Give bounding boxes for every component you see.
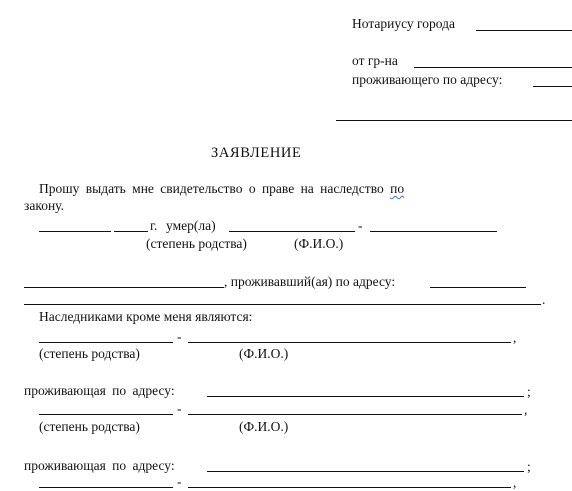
heir1-address-label: проживающая по адресу: <box>24 383 175 398</box>
document-title: ЗАЯВЛЕНИЕ <box>211 145 302 161</box>
heir3-comma: , <box>513 475 517 490</box>
death-date-blank-2 <box>114 231 148 232</box>
heir1-comma: , <box>513 330 517 345</box>
death-date-blank-1 <box>39 231 111 232</box>
heir2-relation-caption: (степень родства) <box>39 419 140 434</box>
deceased-address-period: . <box>542 292 546 307</box>
notary-label: Нотариусу города <box>352 16 455 31</box>
died-label: умер(ла) <box>166 218 216 233</box>
heir2-address-label: проживающая по адресу: <box>24 458 175 473</box>
from-name-blank <box>414 67 572 68</box>
applicant-address-blank-1 <box>533 86 572 87</box>
notary-city-blank <box>476 30 572 31</box>
heir2-address-blank <box>207 471 524 472</box>
request-text-line2: закону. <box>24 198 64 213</box>
heir1-relation-caption: (степень родства) <box>39 346 140 361</box>
deceased-fio-caption: (Ф.И.О.) <box>294 236 344 251</box>
deceased-address-blank-1 <box>430 287 526 288</box>
heir1-dash: - <box>177 329 182 344</box>
deceased-lived-label: , проживавший(ая) по адресу: <box>224 274 396 289</box>
heir1-fio-blank <box>188 342 511 343</box>
applicant-address-blank-2 <box>336 120 572 121</box>
from-label: от гр-на <box>352 53 398 68</box>
heir3-fio-blank <box>188 487 511 488</box>
deceased-fio-blank <box>370 231 497 232</box>
deceased-name-blank <box>24 287 224 288</box>
heirs-intro: Наследниками кроме меня являются: <box>39 309 253 324</box>
heir1-fio-caption: (Ф.И.О.) <box>239 346 289 361</box>
request-text: Прошу выдать мне свидетельство о праве на наследство <box>39 181 384 196</box>
request-text-line1 <box>39 181 404 197</box>
deceased-relation-caption: (степень родства) <box>146 236 247 251</box>
heir3-relation-blank <box>39 487 173 488</box>
heir2-fio-caption: (Ф.И.О.) <box>239 419 289 434</box>
heir2-relation-blank <box>39 414 173 415</box>
heir2-fio-blank <box>188 414 522 415</box>
heir2-comma: , <box>524 402 528 417</box>
deceased-address-blank-2 <box>24 304 541 305</box>
applicant-address-label: проживающего по адресу: <box>352 72 503 87</box>
heir1-relation-blank <box>39 342 173 343</box>
heir2-semicolon: ; <box>527 459 531 474</box>
deceased-dash: - <box>358 218 363 233</box>
city-abbrev: г. <box>150 218 158 233</box>
heir2-dash: - <box>177 401 182 416</box>
heir1-address-blank <box>207 396 524 397</box>
request-text-last-word: по <box>390 181 405 196</box>
death-city-blank <box>229 231 355 232</box>
heir3-dash: - <box>177 474 182 489</box>
heir1-semicolon: ; <box>527 384 531 399</box>
